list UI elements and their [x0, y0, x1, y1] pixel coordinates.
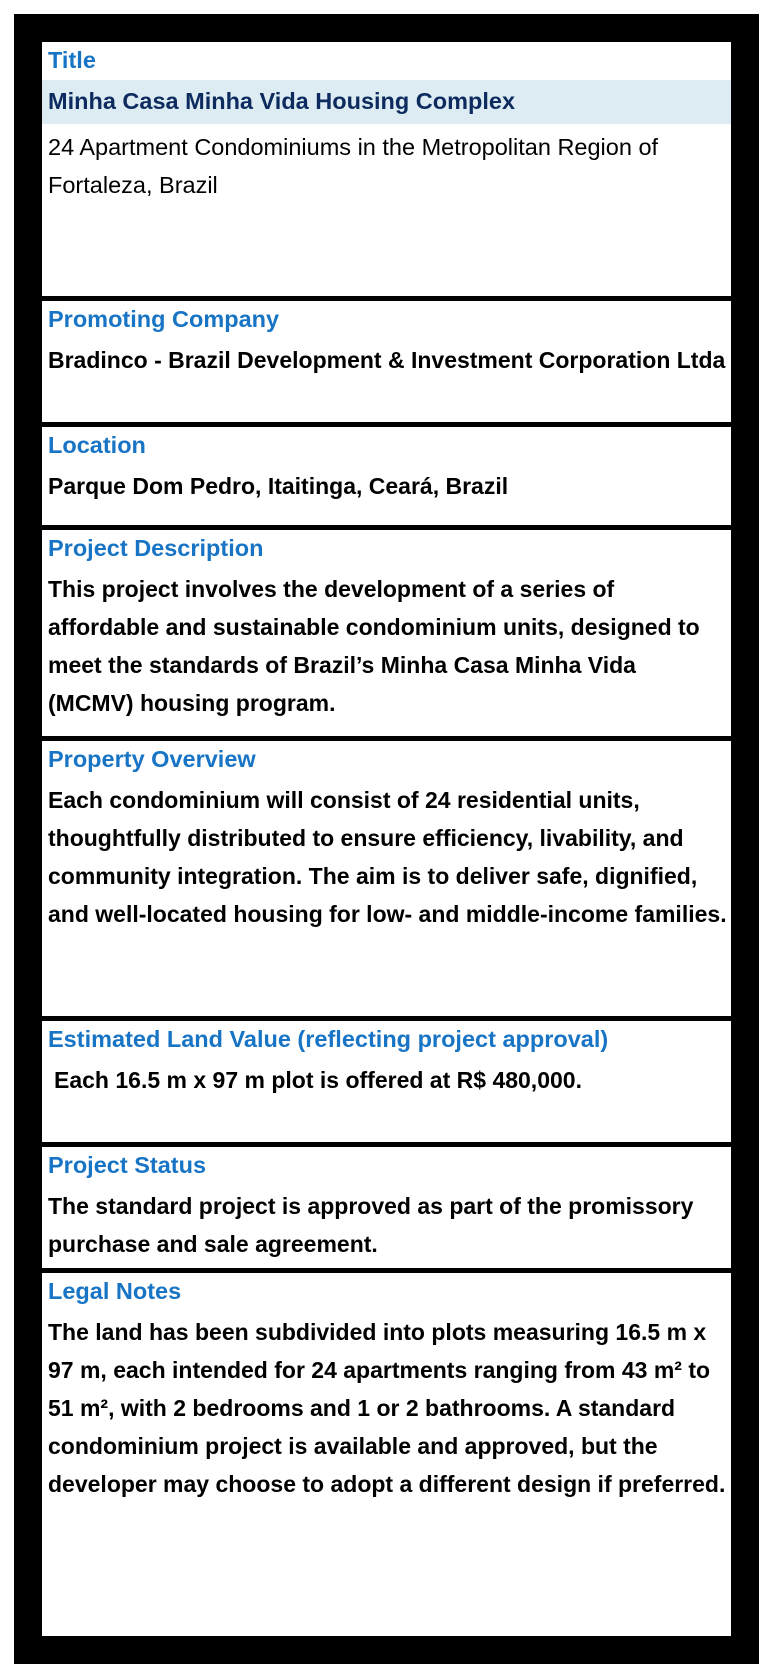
title-section [42, 42, 731, 296]
promoting-company-label: Promoting Company [48, 306, 280, 332]
property-overview-value: Each condominium will consist of 24 residential units, thoughtfully distributed to ensure efficiency, livability, and community integration. The aim is to deliver safe, dignified, and well-located housing for low- and middle-income families. [48, 787, 727, 927]
property-overview-label: Property Overview [48, 746, 256, 772]
project-subtitle: 24 Apartment Condominiums in the Metropolitan Region of Fortaleza, Brazil [48, 134, 659, 198]
project-description-value: This project involves the development of a series of affordable and sustainable condominium units, designed to meet the standards of Brazil’s Minha Casa Minha Vida (MCMV) housing program. [48, 576, 700, 716]
project-status-value: The standard project is approved as part of the promissory purchase and sale agreement. [48, 1193, 694, 1257]
land-value-value: Each 16.5 m x 97 m plot is offered at R$ 480,000. [54, 1067, 582, 1093]
project-status-section [42, 1147, 731, 1268]
project-status-label: Project Status [48, 1152, 207, 1178]
location-section [42, 427, 731, 525]
title-label: Title [48, 47, 96, 73]
promoting-company-value: Bradinco - Brazil Development & Investment Corporation Ltda [48, 347, 726, 373]
legal-notes-section [42, 1273, 731, 1636]
property-overview-section [42, 741, 731, 1016]
project-name: Minha Casa Minha Vida Housing Complex [42, 80, 731, 124]
location-value: Parque Dom Pedro, Itaitinga, Ceará, Brazil [48, 473, 509, 499]
promoting-company-section [42, 301, 731, 422]
legal-notes-label: Legal Notes [48, 1278, 182, 1304]
location-label: Location [48, 432, 146, 458]
project-description-section [42, 530, 731, 736]
land-value-section [42, 1021, 731, 1142]
land-value-label: Estimated Land Value (reflecting project approval) [48, 1026, 609, 1052]
project-summary-panel [42, 42, 731, 1636]
project-description-label: Project Description [48, 535, 264, 561]
legal-notes-value: The land has been subdivided into plots measuring 16.5 m x 97 m, each intended for 24 apartments ranging from 43 m² to 51 m², with 2 bedrooms and 1 or 2 bathrooms. A standard condominium project is available and approved, but the developer may choose to adopt a different design if preferred. [48, 1319, 726, 1497]
